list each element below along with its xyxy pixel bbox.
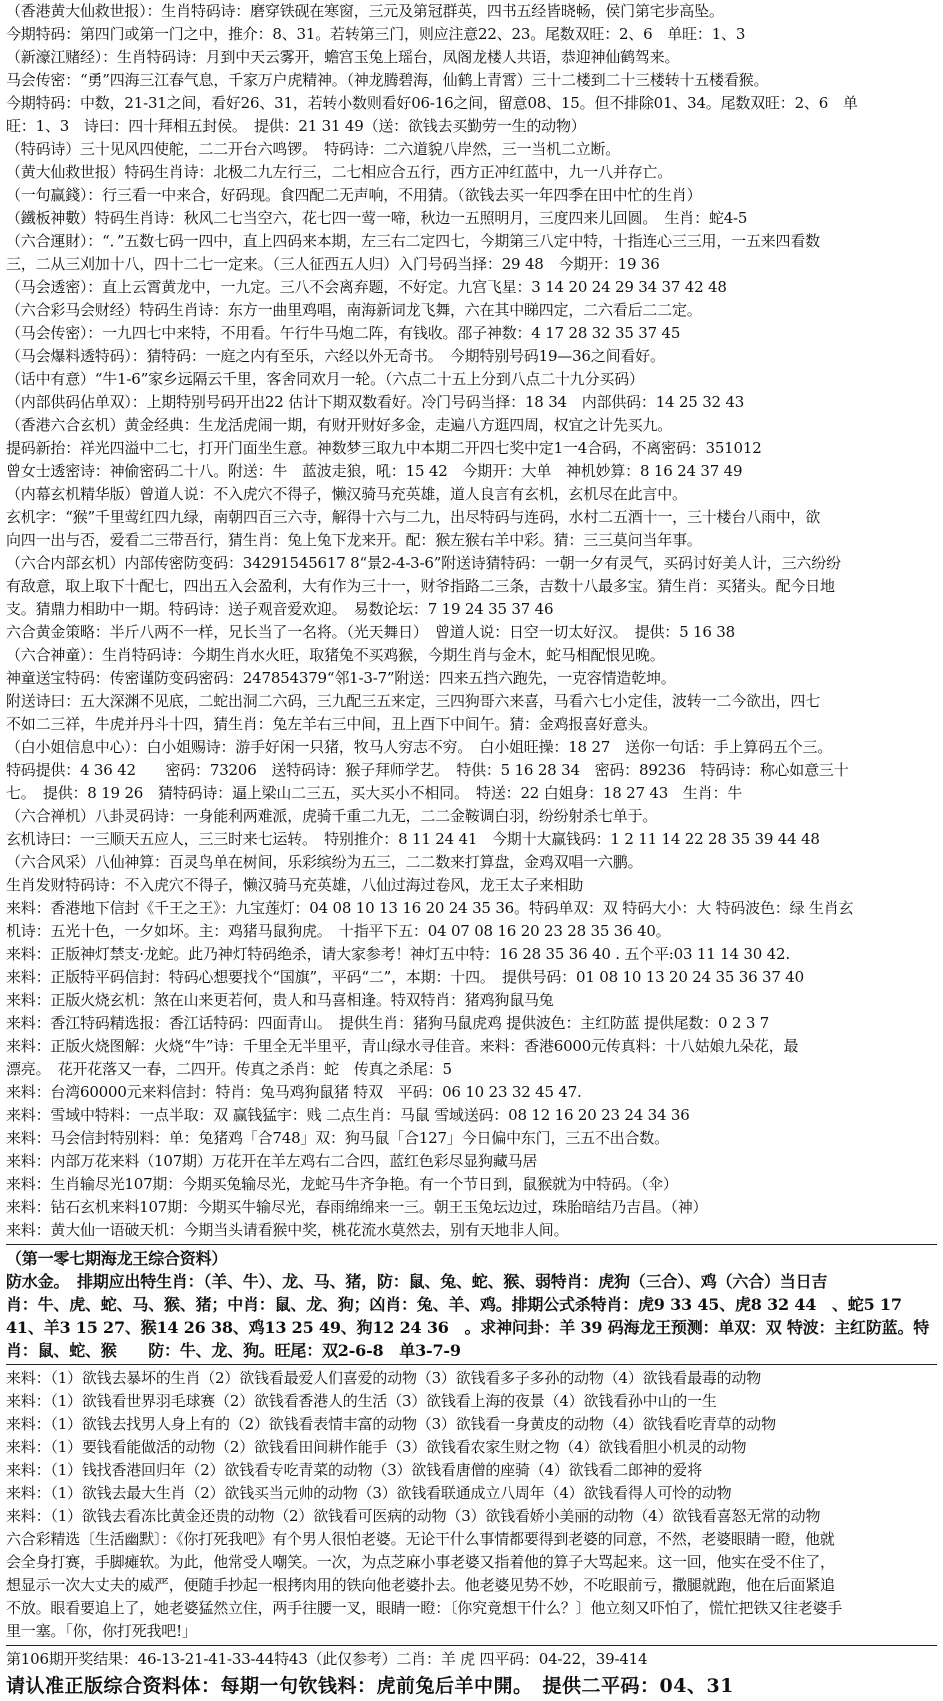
text-line: 生肖发财特码诗：不入虎穴不得子，懒汉骑马充英雄，八仙过海过卷风，龙王太子来相助	[6, 876, 584, 894]
text-line: 支。猜鼎力相助中一期。特码诗：送子观音爱欢迎。 易数论坛：7 19 24 35 37 46	[6, 600, 554, 618]
text-line: 来料：台湾60000元来料信封：特肖：兔马鸡狗鼠猪 特双 平码：06 10 23 32 45 47.	[6, 1083, 582, 1101]
text-line: （话中有意）“牛1-6”家乡远隔云千里，客舍同欢月一轮。（六点二十五上分到八点二十九分买码）	[6, 370, 644, 388]
riddle-line: 来料：（1）要钱看能做活的动物（2）欲钱看田间耕作能手（3）欲钱看农家生财之物（4）欲钱看胆小机灵的动物	[6, 1438, 747, 1456]
text-line: 马会传密：“勇”四海三江春气息，千家万户虎精神。（神龙腾碧海，仙鹤上青霄）三十二楼到二十三楼转十五楼看猴。	[6, 71, 769, 89]
result-line: 第106期开奖结果：46-13-21-41-33-44特43（此仅参考）二肖：羊 虎 四平码：04-22，39-414	[6, 1650, 648, 1668]
divider	[6, 1364, 937, 1365]
text-line: 来料：马会信封特别料：单：兔猪鸡「合748」双：狗马鼠「合127」今日偏中东门，三五不出合数。	[6, 1129, 669, 1147]
text-line: 来料：雪域中特料：一点半取：双 赢钱猛宇：贱 二点生肖：马鼠 雪域送码：08 12 16 20 23 24 34 36	[6, 1106, 690, 1124]
text-line: 来料：香江特码精选报：香江话特码：四面青山。 提供生肖：猪狗马鼠虎鸡 提供波色：主红防蓝 提供尾数：0 2 3 7	[6, 1014, 770, 1032]
text-line: 玄机诗曰：一三顺天五应人，三三时来七运转。 特别推介：8 11 24 41 今期十大赢钱码：1 2 11 14 22 28 35 39 44 48	[6, 830, 820, 848]
text-line: （马会爆料透特码）：猜特码：一庭之内有至乐，六经以外无奇书。 今期特别号码19—36之间看好。	[6, 347, 665, 365]
riddle-line: 来料：（1）欲钱去暴坏的生肖（2）欲钱看最爱人们喜爱的动物（3）欲钱看多子多孙的动物（4）欲钱看最毒的动物	[6, 1369, 762, 1387]
text-line: 来料：钻石玄机来料107期：今期买牛输尽光，春雨绵绵来一三。朝王玉兔坛边过，珠胎暗结乃吉昌。（神）	[6, 1198, 708, 1216]
body-text-block	[6, 0, 937, 1242]
riddle-block	[6, 1367, 937, 1643]
text-line: （六合運財）：“．”五数七码一四中，直上四码来本期，左三右二定四七，今期第三八定中特，十指连心三三用，一五来四看数	[6, 232, 820, 250]
text-line: 三，二从三刈加十八，四十二七一定来。（三人征西五人归）入门号码当择：29 48 今期开：19 36	[6, 255, 660, 273]
text-line: 曾女士透密诗：神偷密码二十八。附送：牛 蓝波走狼，吼：15 42 今期开：大单 神机妙算：8 16 24 37 49	[6, 462, 743, 480]
prediction-line: 41、羊3 15 27、猴14 26 38、鸡13 25 49、狗12 24 36 。求神问卦：羊 39 码海龙王预测：单双：双 特波：主红防蓝。特	[6, 1318, 930, 1337]
divider	[6, 1645, 937, 1646]
riddle-line: 六合彩精选〔生活幽默〕：《你打死我吧》有个男人很怕老婆。无论干什么事情都要得到老婆的同意，不然，老婆眼睛一瞪，他就	[6, 1530, 835, 1548]
section-title: （第一零七期海龙王综合资料）	[6, 1249, 228, 1268]
text-line: 来料：生肖输尽光107期：今期买兔输尽光，龙蛇马牛齐争艳。有一个节日到，鼠猴就为中特码。（伞）	[6, 1175, 678, 1193]
text-line: 提码新抬：祥光四溢中二七，打开门面坐生意。神数梦三取九中本期二开四七奖中定1一4合码，不离密码：351012	[6, 439, 762, 457]
prediction-line: 肖：鼠、蛇、猴 防：牛、龙、狗。旺尾：双2-6-8 单3-7-9	[6, 1341, 461, 1360]
text-line: 不如二三祥，牛虎并丹斗十四，猜生肖：兔左羊右三中间，丑上酉下中间午。猜：金鸡报喜好意头。	[6, 715, 658, 733]
riddle-line: 来料：（1）欲钱去找男人身上有的（2）欲钱看表情丰富的动物（3）欲钱看一身黄皮的动物（4）欲钱看吃青草的动物	[6, 1415, 776, 1433]
text-line: （六合内部玄机）内部传密防变码：34291545617 8“景2-4-3-6”附送诗猜特码：一朝一夕有灵气，买码讨好美人计，三六纷纷	[6, 554, 841, 572]
riddle-line: 来料：（1）欲钱去最大生肖（2）欲钱买当元帅的动物（3）欲钱看联通成立八周年（4）欲钱看得人可怜的动物	[6, 1484, 732, 1502]
text-line: （马会透密）：直上云霄黄龙中，一九定。三八不会离弃题，不好定。九宫飞星：3 14 20 24 29 34 37 42 48	[6, 278, 727, 296]
divider	[6, 1244, 937, 1245]
document-page	[6, 0, 937, 1697]
text-line: 六合黄金策略：半斤八两不一样，兄长当了一名将。（光天舞日） 曾道人说：日空一切太好汉。 提供：5 16 38	[6, 623, 735, 641]
text-line: 来料：正版特平码信封：特码心想要找个“国旗”，平码“二”，本期：十四。 提供号码：01 08 10 13 20 24 35 36 37 40	[6, 968, 804, 986]
prediction-block	[6, 1270, 937, 1362]
text-line: 来料：黄大仙一语破天机：今期当头请看猴中奖，桃花流水莫然去，别有天地非人间。	[6, 1221, 569, 1239]
riddle-line: 来料：（1）欲钱看世界羽毛球赛（2）欲钱看香港人的生活（3）欲钱看上海的夜景（4）欲钱看孙中山的一生	[6, 1392, 717, 1410]
text-line: （六合禅机）八卦灵码诗：一身能利两难派，虎骑千重二九无，二二金鞍调白羽，纷纷射杀七单于。	[6, 807, 658, 825]
text-line: （内部供码佔单双）：上期特别号码开出22 估计下期双数看好。冷门号码当择：18 34 内部供码：14 25 32 43	[6, 393, 745, 411]
riddle-line: 来料：（1）欲钱去看冻比黄金还贵的动物（2）欲钱看可医病的动物（3）欲钱看娇小美丽的动物（4）欲钱看喜怒无常的动物	[6, 1507, 821, 1525]
text-line: （鐵板神數）特码生肖诗：秋风二七当空六，花七四一莺一啼，秋边一五照明月，三度四来儿回圆。 生肖：蛇4-5	[6, 209, 748, 227]
text-line: 有敌意，取上取下十配七，四出五入会盈利，大有作为三十一，财爷指路二三条，吉数十八最多宝。猜生肖：买猪头。配今日地	[6, 577, 835, 595]
text-line: 来料：正版火烧图解：火烧“牛”诗：千里全无半里平，青山绿水寻佳音。来料：香港6000元传真料：十八姑娘九朵花，最	[6, 1037, 799, 1055]
text-line: 玄机字：“猴”千里莺红四九绿，南朝四百三六寺，解得十六与二九，出尽特码与连码，水村二五酒十一，三十楼台八雨中，欲	[6, 508, 821, 526]
riddle-line: 不放。眼看要追上了，她老婆猛然立住，两手往腰一叉，眼睛一瞪：〔你究竟想干什么？〕他立刻又吓怕了，慌忙把铁又往老婆手	[6, 1599, 843, 1617]
text-line: 神童送宝特码：传密谨防变码密码：247854379“邻1-3-7”附送：四来五挡六跑先，一克容情造乾坤。	[6, 669, 676, 687]
text-line: 来料：香港地下信封《千王之王》：九宝莲灯：04 08 10 13 16 20 24 35 36。特码单双：双 特码大小：大 特码波色：绿 生肖玄	[6, 899, 854, 917]
text-line: （香港黄大仙救世报）：生肖特码诗：磨穿铁砚在寒窗，三元及第冠群英，四书五经皆晓畅，侯门第宅步高坠。	[6, 2, 724, 20]
riddle-line: 会全身打赛，手脚瘫软。为此，他常受人嘲笑。一次，为点芝麻小事老婆又指着他的算子大骂起来。这一回，他实在受不住了，	[6, 1553, 835, 1571]
text-line: （一句赢錢）：行三看一中来合，好码现。食四配二无声响，不用猜。（欲钱去买一年四季在田中忙的生肖）	[6, 186, 702, 204]
text-line: （内幕玄机精华版）曾道人说：不入虎穴不得子，懒汉骑马充英雄，道人良言有玄机，玄机尽在此言中。	[6, 485, 687, 503]
prediction-line: 肖：牛、虎、蛇、马、猴、猪；中肖：鼠、龙、狗；凶肖：兔、羊、鸡。排期公式杀特肖：虎9 33 45、虎8 32 44 、蛇5 17	[6, 1295, 902, 1314]
text-line: 今期特码：第四门或第一门之中，推介：8、31。若转第三门，则应注意22、23。尾数双旺：2、6 单旺：1、3	[6, 25, 746, 43]
text-line: 旺：1、3 诗曰：四十拜相五封侯。 提供：21 31 49（送：欲钱去买勤劳一生的动物）	[6, 117, 586, 135]
text-line: （马会传密）：一九四七中来特，不用看。午行牛马炮二阵，有钱收。邵子神数：4 17 28 32 35 37 45	[6, 324, 681, 342]
text-line: 机诗：五光十色，一夕如坏。主：鸡猪马鼠狗虎。 十指平下五：04 07 08 16 20 23 28 35 36 40。	[6, 922, 671, 940]
text-line: （特码诗）三十见风四使舵，二二开台六鸣锣。 特码诗：二六道貌八岸然，三一当机二立断。	[6, 140, 621, 158]
text-line: 来料：正版火烧玄机：煞在山来更若何，贵人和马喜相逢。特双特肖：猪鸡狗鼠马兔	[6, 991, 554, 1009]
text-line: （六合彩马会财经）特码生肖诗：东方一曲里鸡唱，南海新词龙飞舞，六在其中睇四定，二六看后二二定。	[6, 301, 702, 319]
riddle-line: 想显示一次大丈夫的威严，便随手抄起一根拷肉用的铁向他老婆扑去。他老婆见势不妙，不吃眼前亏，撒腿就跑，他在后面紧追	[6, 1576, 835, 1594]
text-line: （黄大仙救世报）特码生肖诗：北极二九左行三，二七相应合五行，西方正冲红蓝中，九一八并存亡。	[6, 163, 673, 181]
text-line: （白小姐信息中心）：白小姐赐诗：游手好闲一只猪，牧马人穷志不穷。 白小姐旺操：18 27 送你一句话：手上算码五个三。	[6, 738, 833, 756]
text-line: （六合风采）八仙神算：百灵鸟单在树间，乐彩缤纷为五三，二二数来打算盘，金鸡双唱一六鹏。	[6, 853, 643, 871]
text-line: 来料：内部万花来料（107期）万花开在羊左鸡右二合四，蓝红色彩尽显狗藏马居	[6, 1152, 538, 1170]
prediction-line: 防水金。 排期应出特生肖：（羊、牛）、龙、马、猪，防：鼠、兔、蛇、猴、弱特肖：虎狗（三合）、鸡（六合）当日吉	[6, 1272, 828, 1291]
text-line: 向四一出与否，爱看二三带吾行，猜生肖：兔上兔下龙来开。配：猴左猴右羊中彩。猜：三三莫问当年事。	[6, 531, 702, 549]
text-line: 漂亮。 花开花落又一春，二四开。传真之杀肖：蛇 传真之杀尾：5	[6, 1060, 452, 1078]
text-line: （香港六合玄机）黄金经典：生龙活虎闹一期，有财开财好多金，走遍八方逛四周，权宜之计先买九。	[6, 416, 673, 434]
text-line: 今期特码：中数，21-31之间，看好26、31，若转小数则看好06-16之间，留意08、15。但不排除01、34。尾数双旺：2、6 单	[6, 94, 858, 112]
text-line: （新濠江赌经）：生肖特码诗：月到中天云雾开，蟾宫玉兔上瑶台，凤阁龙楼人共语，恭迎神仙鹤驾来。	[6, 48, 680, 66]
riddle-line: 来料：（1）钱找香港回归年（2）欲钱看专吃青菜的动物（3）欲钱看唐僧的座骑（4）欲钱看二郎神的爱将	[6, 1461, 702, 1479]
footer-banner: 请认准正版综合资料体：每期一句钦钱料：虎前兔后羊中開。 提供二平码：04、31	[6, 1675, 734, 1697]
text-line: 七。 提供：8 19 26 猜特码诗：逼上梁山二三五，买大买小不相同。 特送：22 白姐身：18 27 43 生肖：牛	[6, 784, 743, 802]
text-line: （六合神童）：生肖特码诗：今期生肖水火旺，取猪兔不买鸡猴，今期生肖与金木，蛇马相配恨见晚。	[6, 646, 665, 664]
text-line: 附送诗曰：五大深渊不见底，二蛇出洞二六码，三九配三五来定，三四狗哥六来喜，马看六七小定佳，波转一二今欲出，四七	[6, 692, 821, 710]
text-line: 来料：正版神灯禁支·龙蛇。此乃神灯特码绝杀，请大家参考！神灯五中特：16 28 35 36 40 . 五个平:03 11 14 30 42.	[6, 945, 790, 963]
text-line: 特码提供：4 36 42 密码：73206 送特码诗：猴子拜师学艺。 特供：5 16 28 34 密码：89236 特码诗：称心如意三十	[6, 761, 849, 779]
riddle-line: 里一塞。「你，你打死我吧!」	[6, 1622, 197, 1640]
